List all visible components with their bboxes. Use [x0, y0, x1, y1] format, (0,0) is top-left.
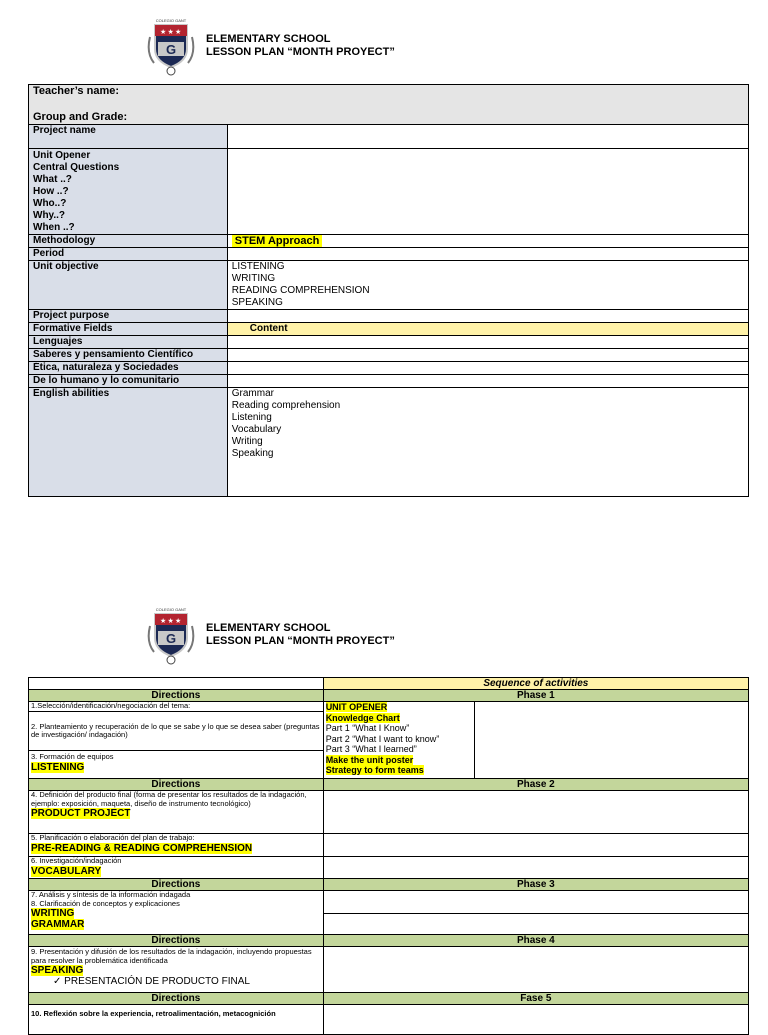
phase3-field[interactable]	[323, 891, 748, 935]
phase1-notes[interactable]	[474, 702, 749, 779]
step2: 2. Planteamiento y recuperación de lo que se sabe y lo que se desea saber (preguntas de investigación/ indagación)	[29, 712, 324, 751]
phase1-activities[interactable]: UNIT OPENER Knowledge Chart Part 1 “What I Know” Part 2 “What I want to know” Part 3 “What I learned” Make the unit poster Strategy to form teams	[323, 702, 474, 779]
lenguajes-field[interactable]	[227, 336, 748, 349]
directions-header: Directions	[29, 935, 324, 947]
step10: 10. Reflexión sobre la experiencia, retroalimentación, metacognición	[29, 1005, 324, 1035]
grammar-tag: GRAMMAR	[31, 919, 85, 930]
svg-text:G: G	[165, 631, 177, 646]
phase2-header: Phase 2	[323, 779, 748, 791]
english-abilities-label: English abilities	[29, 388, 228, 497]
school-crest-logo	[146, 604, 196, 666]
humano-label: De lo humano y lo comunitario	[29, 375, 228, 388]
writing-tag: WRITING	[31, 908, 75, 919]
svg-text:G: G	[165, 42, 177, 57]
phase2-step4-field[interactable]	[323, 791, 748, 834]
step9-cell: 9. Presentación y difusión de los resultados de la indagación, incluyendo propuestas para resolver la problemática identificada SPEAKING ✓ PRESENTACIÓN DE PRODUCTO FINAL	[29, 947, 324, 993]
phase2-step5-field[interactable]	[323, 834, 748, 857]
svg-text:★: ★	[175, 618, 182, 625]
sequence-table	[28, 677, 749, 1035]
phase4-field[interactable]	[323, 947, 748, 993]
saberes-field[interactable]	[227, 349, 748, 362]
teacher-name-label: Teacher’s name:	[33, 85, 120, 97]
phase3-header: Phase 3	[323, 879, 748, 891]
listening-tag: LISTENING	[31, 761, 85, 773]
step5-cell: 5. Planificación o elaboración del plan de trabajo: PRE-READING & READING COMPREHENSION	[29, 834, 324, 857]
project-name-label: Project name	[29, 125, 228, 149]
period-label: Period	[29, 248, 228, 261]
teacher-group-row	[29, 85, 749, 125]
school-crest-logo	[146, 15, 196, 77]
product-project-tag: PRODUCT PROJECT	[31, 808, 131, 819]
project-purpose-label: Project purpose	[29, 310, 228, 323]
step4-cell: 4. Definición del producto final (forma de presentar los resultados de la indagación, ejemplo: exposición, maqueta, diseño de instrumento tecnológico) PRODUCT PROJECT	[29, 791, 324, 834]
checkmark-icon: ✓	[53, 976, 62, 987]
lesson-plan-form	[28, 84, 749, 497]
svg-text:★: ★	[160, 29, 167, 36]
lenguajes-label: Lenguajes	[29, 336, 228, 349]
phase4-header: Phase 4	[323, 935, 748, 947]
content-header: Content	[227, 323, 748, 336]
prereading-tag: PRE-READING & READING COMPREHENSION	[31, 842, 253, 854]
etica-field[interactable]	[227, 362, 748, 375]
unit-opener-label: Unit Opener Central Questions What ..? How ..? Who..? Why..? When ..?	[29, 149, 228, 235]
lesson-plan-title: LESSON PLAN “MONTH PROYECT”	[206, 46, 395, 58]
page1-header	[146, 15, 395, 77]
directions-header: Directions	[29, 690, 324, 702]
svg-text:★: ★	[160, 618, 167, 625]
group-grade-label: Group and Grade:	[33, 111, 128, 123]
vocabulary-tag: VOCABULARY	[31, 865, 102, 877]
phase2-step6-field[interactable]	[323, 857, 748, 879]
svg-text:COLEGIO GANT: COLEGIO GANT	[155, 18, 187, 23]
school-title: ELEMENTARY SCHOOL	[206, 33, 331, 45]
formative-fields-label: Formative Fields	[29, 323, 228, 336]
saberes-label: Saberes y pensamiento Científico	[29, 349, 228, 362]
unit-objective-field[interactable]: LISTENING WRITING READING COMPREHENSION SPEAKING	[227, 261, 748, 310]
svg-text:★: ★	[167, 618, 174, 625]
project-name-field[interactable]	[227, 125, 748, 149]
methodology-value: STEM Approach	[232, 235, 323, 247]
lesson-plan-title: LESSON PLAN “MONTH PROYECT”	[206, 635, 395, 647]
step3-cell: 3. Formación de equipos LISTENING	[29, 751, 324, 779]
directions-header: Directions	[29, 993, 324, 1005]
unit-objective-label: Unit objective	[29, 261, 228, 310]
sequence-header: Sequence of activities	[323, 678, 748, 690]
directions-header: Directions	[29, 879, 324, 891]
step1: 1.Selección/identificación/negociación del tema:	[29, 702, 324, 712]
step7-8-cell: 7. Análisis y síntesis de la información indagada 8. Clarificación de conceptos y explicaciones WRITING GRAMMAR	[29, 891, 324, 935]
phase1-header: Phase 1	[323, 690, 748, 702]
fase5-field[interactable]	[323, 1005, 748, 1035]
humano-field[interactable]	[227, 375, 748, 388]
step6-cell: 6. Investigación/indagación VOCABULARY	[29, 857, 324, 879]
svg-text:★: ★	[167, 29, 174, 36]
etica-label: Ética, naturaleza y Sociedades	[29, 362, 228, 375]
fase5-header: Fase 5	[323, 993, 748, 1005]
page2-header	[146, 604, 395, 666]
svg-text:★: ★	[175, 29, 182, 36]
project-purpose-field[interactable]	[227, 310, 748, 323]
school-title: ELEMENTARY SCHOOL	[206, 622, 331, 634]
methodology-label: Methodology	[29, 235, 228, 248]
svg-text:COLEGIO GANT: COLEGIO GANT	[155, 607, 187, 612]
speaking-tag: SPEAKING	[31, 965, 84, 976]
blank-header-cell	[29, 678, 324, 690]
presentation-item: ✓ PRESENTACIÓN DE PRODUCTO FINAL	[53, 976, 250, 987]
directions-header: Directions	[29, 779, 324, 791]
period-field[interactable]	[227, 248, 748, 261]
methodology-field[interactable]	[227, 235, 748, 248]
english-abilities-field[interactable]: Grammar Reading comprehension Listening Vocabulary Writing Speaking	[227, 388, 748, 497]
unit-opener-field[interactable]	[227, 149, 748, 235]
